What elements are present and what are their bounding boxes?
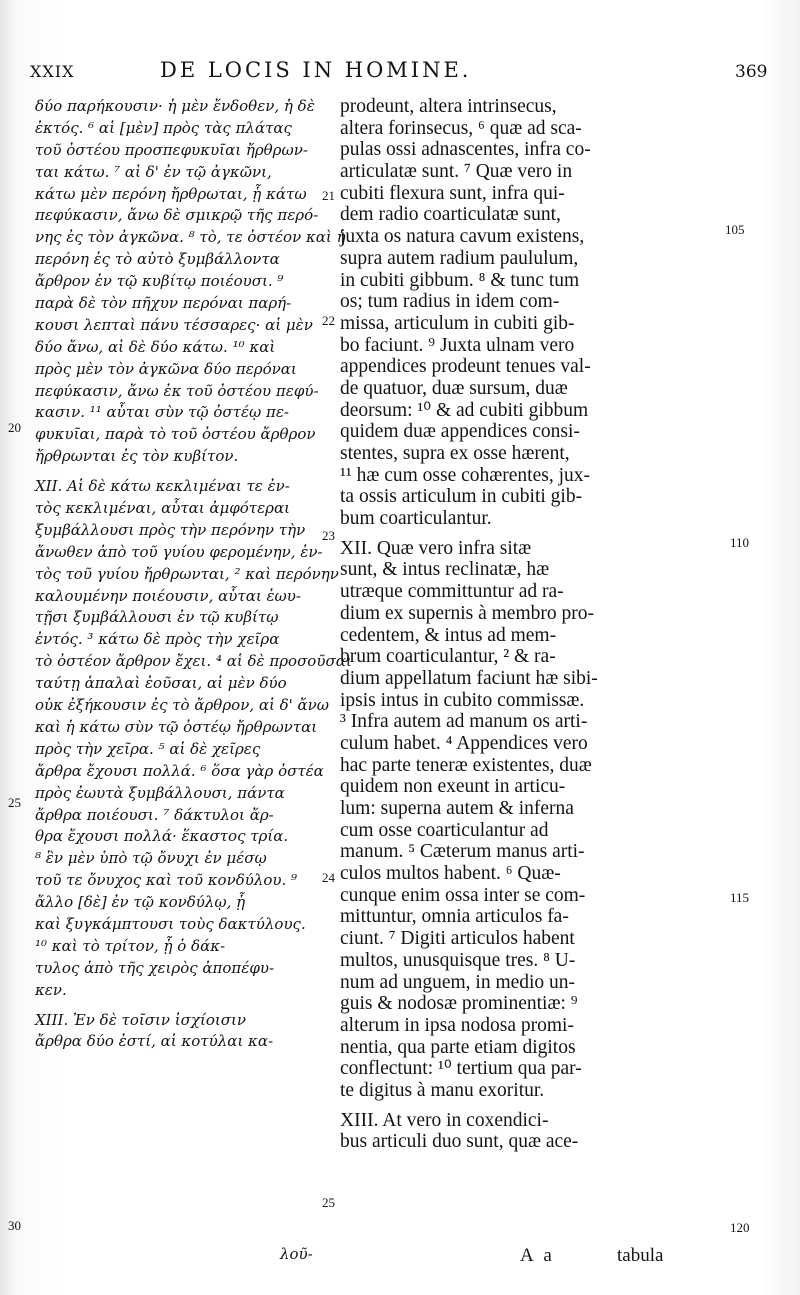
text-line: ἄρθρα ποιέουσι. ⁷ δάκτυλοι ἄρ- [35,805,274,824]
line-number-23: 23 [322,528,335,543]
greek-column [35,96,352,1053]
text-line: νης ἐς τὸν ἀγκῶνα. ⁸ τὸ, τε ὀστέον καὶ ἡ [35,228,346,247]
text-line: cunque enim ossa inter se com- [340,884,586,906]
running-header [0,58,800,88]
text-line: XII. Αἱ δὲ κάτω κεκλιμέναι τε ἐν- [35,477,290,496]
text-line: ται κάτω. ⁷ αἱ δ' ἐν τῷ ἀγκῶνι, [35,162,272,181]
text-line: κάτω μὲν περόνη ἤρθρωται, ᾗ κάτω [35,184,307,203]
text-line: dem radio coarticulatæ sunt, [340,204,561,226]
text-line: in cubiti gibbum. ⁸ & tunc tum [340,269,580,291]
text-line: quidem non exeunt in articu- [340,776,566,798]
text-line: deorsum: ¹⁰ & ad cubiti gibbum [340,399,589,421]
text-line: manum. ⁵ Cæterum manus arti- [340,841,585,863]
text-line: pulas ossi adnascentes, infra co- [340,139,591,161]
text-line: καλουμένην ποιέουσιν, αὗται ἐωυ- [35,586,301,605]
text-line: multos, unusquisque tres. ⁸ U- [340,949,576,971]
text-line: guis & nodosæ prominentiæ: ⁹ [340,993,578,1015]
text-line: missa, articulum in cubiti gib- [340,312,575,334]
text-line: δύο παρήκουσιν· ἡ μὲν ἔνδοθεν, ἡ δὲ [35,97,315,115]
text-line: ἄρθρον ἐν τῷ κυβίτῳ ποιέουσι. ⁹ [35,272,284,291]
text-line: sunt, & intus reclinatæ, hæ [340,559,550,581]
text-line: culos multos habent. ⁶ Quæ- [340,863,561,885]
text-line: κασιν. ¹¹ αὗται σὺν τῷ ὀστέῳ πε- [35,403,289,422]
page-footer [0,1245,800,1275]
text-line: cedentem, & intus ad mem- [340,624,557,646]
text-line: ἄρθρα δύο ἐστί, αἱ κοτύλαι κα- [35,1032,274,1051]
text-line: mittuntur, omnia articulos fa- [340,906,569,928]
line-number-115: 115 [730,890,750,905]
section-gap [35,1002,330,1010]
text-line: θρα ἔχουσι πολλά· ἕκαστος τρία. [35,827,289,846]
text-line: κουσι λεπταὶ πάνυ τέσσαρες· αἱ μὲν [35,315,313,334]
text-line: τοῦ ὀστέου προσπεφυκυῖαι ἤρθρων- [35,140,308,159]
text-line: stentes, supra ex osse hærent, [340,443,570,464]
latin-catchword: tabula [617,1245,664,1266]
text-line: ta ossis articulum in cubiti gib- [340,486,583,508]
text-line: τυλος ἀπὸ τῆς χειρὸς ἀποπέφυ- [35,958,275,977]
header-chapter: XXIX [30,62,75,81]
line-number-105: 105 [725,222,745,237]
section-gap [340,1102,720,1110]
text-line: bo faciunt. ⁹ Juxta ulnam vero [340,334,575,356]
text-line: παρὰ δὲ τὸν πῆχυν περόναι παρή- [35,294,292,313]
page-number: 369 [735,62,768,82]
text-line: ἤρθρωνται ἐς τὸν κυβίτον. [35,447,239,466]
text-line: οὐκ ἐξήκουσιν ἐς τὸ ἄρθρον, αἱ δ' ἄνω [35,696,330,715]
text-line: ἄλλο [δὲ] ἐν τῷ κονδύλῳ, ᾗ [35,893,246,912]
text-line: bum coarticulantur. [340,508,492,530]
text-line: cubiti flexura sunt, infra qui- [340,182,565,204]
text-line: hac parte teneræ existentes, duæ [340,754,592,776]
line-number-20: 20 [8,420,21,435]
text-line: brum coarticulantur, ² & ra- [340,646,556,668]
text-line: de quatuor, duæ sursum, duæ [340,377,568,399]
text-line: bus articuli duo sunt, quæ ace- [340,1131,579,1153]
text-line: conflectunt: ¹⁰ tertium qua par- [340,1058,582,1080]
text-line: te digitus à manu exoritur. [340,1079,545,1101]
text-line: ¹⁰ καὶ τὸ τρίτον, ᾗ ὁ δάκ- [35,936,226,955]
text-line: ἐκτός. ⁶ αἱ [μὲν] πρὸς τὰς πλάτας [35,118,292,137]
text-line: πρὸς ἐωυτὰ ξυμβάλλουσι, πάντα [35,783,285,802]
text-line: περόνη ἐς τὸ αὐτὸ ξυμβάλλοντα [35,250,280,269]
text-line: πρὸς τὴν χεῖρα. ⁵ αἱ δὲ χεῖρες [35,739,261,758]
text-line: os; tum radius in idem com- [340,291,560,313]
text-line: altera forinsecus, ⁶ quæ ad sca- [340,117,582,139]
line-number-25: 25 [8,795,21,810]
text-line: ³ Infra autem ad manum os arti- [340,711,588,733]
text-line: cum osse coarticulantur ad [340,819,549,841]
latin-column [340,96,720,1153]
text-line: ἄνωθεν ἀπὸ τοῦ γυίου φερομένην, ἐν- [35,542,323,561]
text-line: utræque committuntur ad ra- [340,581,564,603]
text-line: XIII. At vero in coxendici- [340,1109,549,1131]
text-line: ⁸ ἓν μὲν ὑπὸ τῷ ὄνυχι ἐν μέσῳ [35,849,267,868]
text-line: καὶ ἡ κάτω σὺν τῷ ὀστέῳ ἤρθρωνται [35,717,318,736]
text-line: lum: superna autem & inferna [340,798,574,819]
text-line: quidem duæ appendices consi- [340,421,580,443]
text-line: ξυμβάλλουσι πρὸς τὴν περόνην τὴν [35,520,306,539]
line-number-110: 110 [730,535,750,550]
signature-mark: A a [520,1245,555,1266]
text-line: πεφύκασιν, ἄνω ἐκ τοῦ ὀστέου πεφύ- [35,381,319,400]
text-line: δύο ἄνω, αἱ δὲ δύο κάτω. ¹⁰ καὶ [35,337,276,356]
text-line: πρὸς μὲν τὸν ἀγκῶνα δύο περόναι [35,359,297,378]
text-line: alterum in ipsa nodosa promi- [340,1014,574,1036]
text-line: τὸς τοῦ γυίου ἤρθρωνται, ² καὶ περόνην [35,564,339,583]
greek-catchword: λοῦ- [280,1245,313,1263]
line-number-30: 30 [8,1218,21,1233]
line-number-25-inner: 25 [322,1195,335,1210]
header-title: DE LOCIS IN HOMINE. [160,58,472,82]
text-line: ¹¹ hæ cum osse cohærentes, jux- [340,464,590,486]
text-line: καὶ ξυγκάμπτουσι τοὺς δακτύλους. [35,914,306,933]
text-line: τῇσι ξυμβάλλουσι ἐν τῷ κυβίτῳ [35,608,279,627]
text-line: κεν. [35,980,67,999]
line-number-24: 24 [322,870,335,885]
text-line: appendices prodeunt tenues val- [340,356,591,378]
text-line: dium ex supernis à membro pro- [340,602,594,624]
text-line: ciunt. ⁷ Digiti articulos habent [340,928,575,950]
text-line: XIII. Ἐν δὲ τοῖσιν ἰσχίοισιν [35,1010,246,1029]
text-line: supra autem radium paululum, [340,247,579,269]
text-line: articulatæ sunt. ⁷ Quæ vero in [340,161,573,183]
line-number-120: 120 [730,1220,750,1235]
text-line: juxta os natura cavum existens, [340,226,585,248]
text-line: ταύτῃ ἁπαλαὶ ἐοῦσαι, αἱ μὲν δύο [35,674,287,693]
text-line: πεφύκασιν, ἄνω δὲ σμικρῷ τῆς περό- [35,206,319,225]
text-line: ἐντός. ³ κάτω δὲ πρὸς τὴν χεῖρα [35,630,280,649]
text-line: τὸς κεκλιμέναι, αὗται ἀμφότεραι [35,499,290,518]
text-line: ἄρθρα ἔχουσι πολλά. ⁶ ὅσα γὰρ ὀστέα [35,761,324,780]
section-gap [340,530,720,538]
line-number-22: 22 [322,313,335,328]
text-line: τὸ ὀστέον ἄρθρον ἔχει. ⁴ αἱ δὲ προσοῦσαι [35,652,352,671]
text-line: XII. Quæ vero infra sitæ [340,537,532,559]
text-line: nentia, qua parte etiam digitos [340,1036,576,1058]
text-line: φυκυῖαι, παρὰ τὸ τοῦ ὀστέου ἄρθρον [35,425,316,444]
text-line: dium appellatum faciunt hæ sibi- [340,667,598,689]
text-line: prodeunt, altera intrinsecus, [340,96,557,117]
text-line: culum habet. ⁴ Appendices vero [340,732,588,754]
text-line: τοῦ τε ὄνυχος καὶ τοῦ κονδύλου. ⁹ [35,871,298,890]
text-line: num ad unguem, in medio un- [340,971,576,993]
line-number-21: 21 [322,188,335,203]
section-gap [35,468,330,476]
text-line: ipsis intus in cubito commissæ. [340,689,585,711]
